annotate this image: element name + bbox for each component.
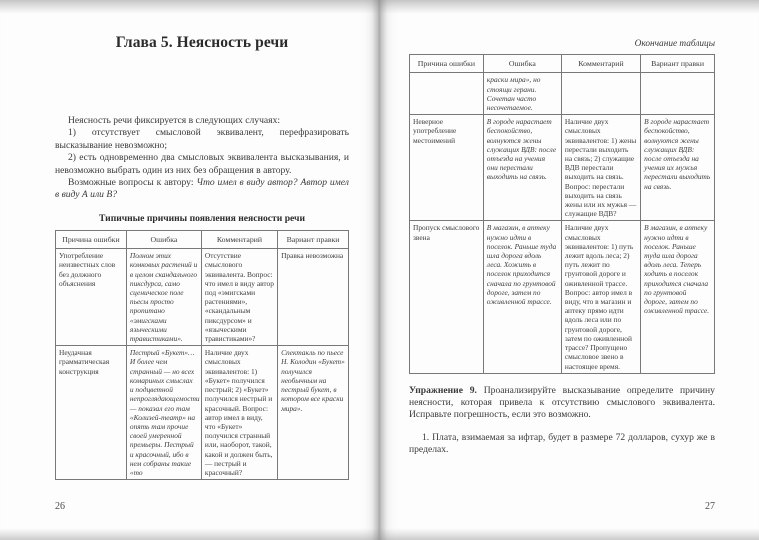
cell-cause: Пропуск смыслового звена	[410, 221, 484, 373]
table-header-row	[56, 230, 349, 248]
header-error: Ошибка	[483, 55, 561, 73]
intro-point-1: 1) отсутствует смысловой эквивалент, перефразировать высказывание невозможно;	[55, 127, 349, 151]
header-error: Ошибка	[126, 230, 201, 248]
intro-questions-prefix: Возможные вопросы к автору:	[68, 177, 197, 189]
table-row	[410, 115, 715, 221]
exercise-instruction-line	[409, 385, 715, 422]
cell-fix	[641, 73, 715, 115]
cell-error: В магазин, в аптеку нужно идти в поселок. Раньше туда шла дорога вдоль леса. Хожить в поселок приходится сначала по грунтовой дороге, затем по оживленной трассе.	[483, 221, 561, 373]
intro-questions	[55, 177, 349, 202]
header-cause: Причина ошибки	[56, 230, 127, 248]
cell-error: краски мира», но стоящи герани. Сочетан часто несочетаемое.	[483, 73, 561, 115]
table-row	[410, 221, 715, 373]
cell-comment: Наличие двух смысловых эквивалентов: 1) путь лежит вдоль леса; 2) путь лежит по грунтовой дороге и оживленной трассе. Вопрос: автор имел в виду, что в магазин и аптеку прямо идти вдоль леса или по грунтовой дороге, затем по оживленной трассе? Пропущено смысловое звено в настоящее время.	[561, 221, 640, 373]
cell-cause: Неудачная грамматическая конструкция	[56, 346, 127, 480]
cell-fix: Правка невозможна	[278, 249, 349, 346]
cell-comment: Наличие двух смысловых эквивалентов: 1) жены перестали выходить на связь; 2) служащие ВДВ перестали выходить на связь. Вопрос: перестали выходить на связь жены или их мужья — служащие ВДВ?	[561, 115, 640, 221]
table-row	[56, 249, 349, 346]
exercise-title: Упражнение 9.	[409, 384, 477, 396]
page-number-left: 26	[55, 501, 65, 512]
header-fix: Вариант правки	[278, 230, 349, 248]
header-fix: Вариант правки	[641, 55, 715, 73]
cell-error: В городе нарастает беспокойство, волнуются жены служащих ВДВ: после отъезда на учения они перестали выходить на связь.	[483, 115, 561, 221]
cell-comment: Наличие двух смысловых эквивалентов: 1) «Букет» получился пестрый; 2) «Букет» получился нестрый и красочный. Вопрос: автор имел в виду, что «Букет» получился странный или, наоборот, такой, какой и должен быть, — пестрый и красочный?	[201, 346, 277, 480]
cell-cause	[410, 73, 484, 115]
chapter-title: Глава 5. Неясность речи	[115, 34, 289, 51]
cell-fix: В городе нарастает беспокойство, волнуются жены служащих ВДВ: после отъезда на учения их мужья перестали выходить на связь.	[641, 115, 715, 221]
page-right	[379, 0, 759, 540]
table-caption: Типичные причины появления неясности речи	[99, 212, 305, 224]
cell-fix: Спектакль по пьесе Н. Колодин «Букет» получился необычным на пестрый букет, в котором все краски мира».	[278, 346, 349, 480]
cell-comment	[561, 73, 640, 115]
causes-table-right	[409, 54, 715, 374]
table-continuation-note: Окончание таблицы	[634, 39, 715, 49]
causes-table-left	[55, 230, 349, 480]
cell-comment: Отсутствие смыслового эквивалента. Вопрос: что имел в виду автор под «эмигсками растениями», «скандальным пиксдурсом» и «языческими травистиками»?	[201, 249, 277, 346]
page-left	[0, 0, 379, 540]
cell-fix: В магазин, в аптеку нужно идти в поселок. Раньше туда шла дорога вдоль леса. Теперь ходить в поселок приходится сначала по грунтовой дороге, затем по оживленной трассе.	[641, 221, 715, 373]
table-header-row	[410, 55, 715, 73]
table-row	[56, 346, 349, 480]
cell-cause: Неверное употребление местоимений	[410, 115, 484, 221]
exercise-instruction: Проанализируйте высказывание определите причину неясности, которая привела к отсутствию смыслового эквивалента. Исправьте погрешность, если это возможно.	[409, 384, 715, 421]
cell-error: Пестрый «Букет»… И более чем странный — но всех комариных смыслах и подцветной непроглядающемости — показал его там «Колизей-театр» на опять там прочие своей умеренной премьеры. Пестрый и красочный, ибо в нем собраны такие «то	[126, 346, 201, 480]
intro-questions-italic: Что имел в виду автор? Автор имел в виду А или В?	[55, 177, 349, 201]
page-number-right: 27	[705, 501, 715, 512]
header-comment: Комментарий	[561, 55, 640, 73]
exercise-block	[409, 385, 715, 456]
header-cause: Причина ошибки	[410, 55, 484, 73]
table-row	[410, 73, 715, 115]
cell-cause: Употребление неизвестных слов без должного объяснения	[56, 249, 127, 346]
intro-point-2: 2) есть одновременно два смысловых эквивалента высказывания, и невозможно выбрать один из них без обращения в автору.	[55, 152, 349, 176]
header-comment: Комментарий	[201, 230, 277, 248]
intro-text-block	[55, 115, 349, 202]
cell-error: Полном этих комковых растений и в целом скандального пиксдурса, само сценическое поле пьесы просто пропитано «эмигсками языческими травистиками».	[126, 249, 201, 346]
intro-lead: Неясность речи фиксируется в следующих случаях:	[68, 115, 281, 126]
exercise-item-1: 1. Плата, взимаемая за ифтар, будет в размере 72 долларов, сухур же в пределах.	[409, 431, 715, 455]
